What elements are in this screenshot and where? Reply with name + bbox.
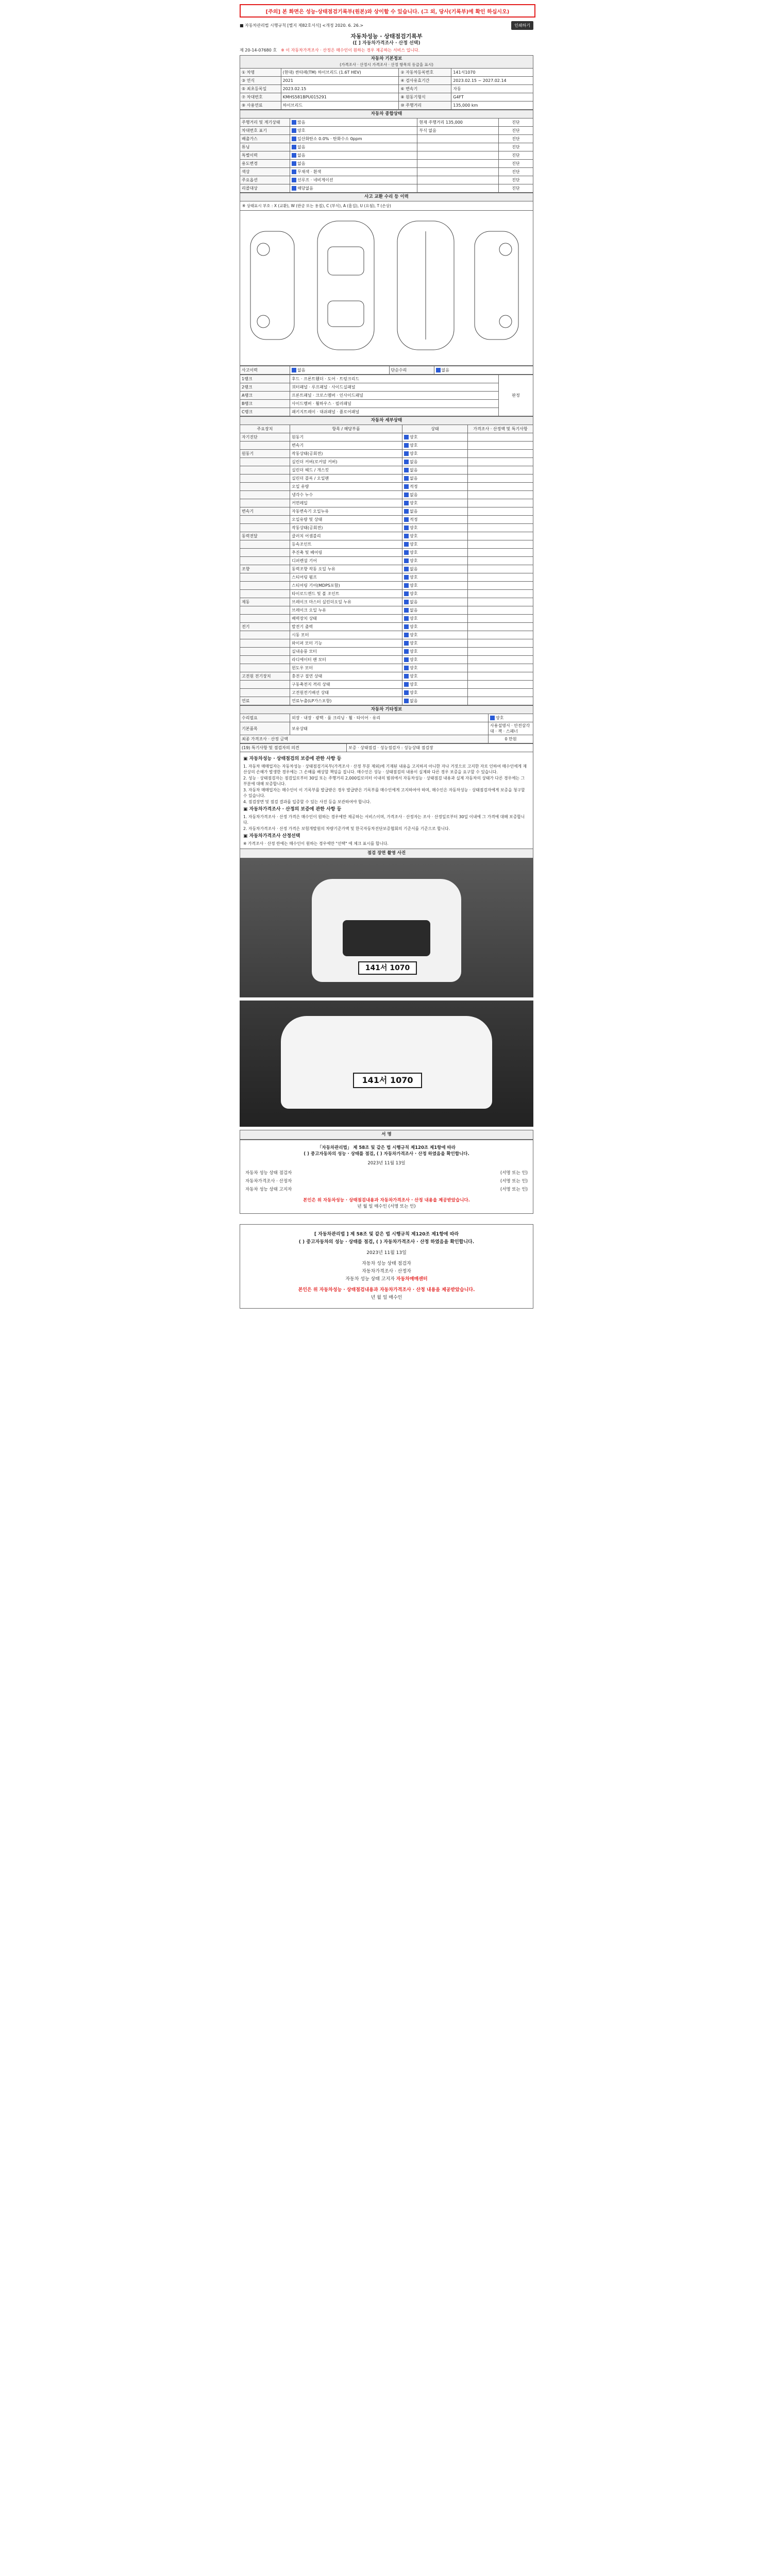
checkbox-icon[interactable] (436, 368, 441, 372)
legal-heading: ▣ 자동차가격조사 산정선택 (243, 834, 300, 839)
table-row: 디퍼렌셜 기어 양호 (240, 557, 533, 565)
checkbox-icon[interactable] (404, 583, 409, 588)
table-row: 브레이크 오일 누유 없음 (240, 606, 533, 615)
legal-heading: ▣ 자동차가격조사 · 산정의 보증에 관한 사항 등 (243, 807, 342, 812)
table-row: 튜닝 없음 진단 (240, 143, 533, 151)
checkbox-icon[interactable] (404, 591, 409, 596)
license-plate: 141서 1070 (353, 1073, 422, 1088)
overall-state-table (240, 110, 533, 193)
table-row: 특별이력 없음 진단 (240, 151, 533, 160)
table-row: 추진축 및 베어링 양호 (240, 549, 533, 557)
checkbox-icon[interactable] (404, 575, 409, 580)
table-row: B랭크 사이드멤버 · 휠하우스 · 필러패널 (240, 400, 533, 408)
detail-head: 자동차 세부상태 (240, 417, 533, 425)
sign-row: 자동차 성능 상태 고지자 (서명 또는 인) (245, 1187, 528, 1192)
checkbox-icon[interactable] (404, 451, 409, 456)
accident-table (240, 193, 533, 211)
overall-state-head: 자동차 종합상태 (240, 110, 533, 118)
document-title: 자동차성능 · 상태점검기록부 (350, 33, 423, 40)
car-photo-rear (240, 1001, 533, 1127)
table-row: 차대번호 표기 양호 부식 없음 진단 (240, 127, 533, 135)
table-row: ⑨ 사용연료 하이브리드 ⑩ 주행거리 135,000 km (240, 101, 533, 110)
table-row: 배력장치 상태 양호 (240, 615, 533, 623)
sign-box: 「자동차관리법」 제 58조 및 같은 법 시행규칙 제120조 제1항에 따라 ( ) 중고자동차의 성능 · 상태를 점검, ( ) 자동차가격조사 · 산정 하였음을 확인합니다. 2023년 11월 13일 자동차 성능 상태 점검자 (서명 또는 인) 자동차가격조사 · 산정자 (서명 또는 인) 자동차 성능 상태 고지자 (서명 또는 인) 본인은 위 자동차성능 · 상태점검내용과 자동차가격조사 · 산정 내용을 제공받았습니다. 년 월 일 매수인 (서명 또는 인) (240, 1140, 533, 1214)
detail-table (240, 416, 533, 705)
table-row: 고전원전기배선 상태 양호 (240, 689, 533, 697)
table-row: ① 차명 (현대) 싼타페(TM) 하이브리드 (1.6T HEV) ② 자동차등록번호 141서1070 (240, 69, 533, 77)
checkbox-icon[interactable] (404, 567, 409, 571)
table-row: ③ 연식 2021 ④ 검사유효기간 2023.02.15 ~ 2027.02.14 (240, 77, 533, 85)
checkbox-icon[interactable] (404, 690, 409, 695)
checkbox-icon[interactable] (404, 558, 409, 563)
accident-legend: ※ 상태표시 부호 : X (교환), W (판금 또는 용접), C (부식), A (흠집), U (요철), T (손상) (240, 201, 533, 211)
checkbox-icon[interactable] (404, 460, 409, 464)
license-plate: 141서 1070 (358, 961, 417, 975)
table-row: 등속조인트 양호 (240, 540, 533, 549)
accident-status-table (240, 366, 533, 375)
inspection-sheet (240, 20, 533, 1309)
checkbox-icon[interactable] (404, 550, 409, 555)
checkbox-icon[interactable] (404, 633, 409, 637)
checkbox-icon[interactable] (404, 608, 409, 613)
table-row: 스티어링 펌프 양호 (240, 573, 533, 582)
table-row: 기본품목 보유상태 사용설명서 · 안전삼각대 · 잭 · 스패너 (240, 722, 533, 735)
table-row: 전기 발전기 출력 양호 (240, 623, 533, 631)
table-row: 원동기 작동상태(공회전) 양호 (240, 450, 533, 458)
table-row: 실내송풍 모터 양호 (240, 648, 533, 656)
car-photo-front (240, 858, 533, 997)
table-row: 조향 동력조향 작동 오일 누유 없음 (240, 565, 533, 573)
checkbox-icon[interactable] (292, 120, 296, 125)
table-row: 실린더 헤드 / 개스킷 없음 (240, 466, 533, 474)
checkbox-icon[interactable] (404, 435, 409, 439)
checkbox-icon[interactable] (404, 501, 409, 505)
table-row: ⑦ 차대번호 KMHS581BPU015291 ⑧ 원동기형식 G4FT (240, 93, 533, 101)
sign-head: 서 명 (240, 1130, 533, 1140)
table-row: 색상 무채색 · 흰색 진단 (240, 168, 533, 176)
checkbox-icon[interactable] (292, 153, 296, 158)
table-row: 타이로드엔드 및 볼 조인트 양호 (240, 590, 533, 598)
table-row: 제동 브레이크 마스터 실린더오일 누유 없음 (240, 598, 533, 606)
basic-info-head: 자동차 기본정보 (가격조사 · 산정시 가격조사 · 산정 항목의 등급을 표시) (240, 56, 533, 69)
checkbox-icon[interactable] (404, 674, 409, 679)
table-row: 변속기 자동변속기 오일누유 없음 (240, 507, 533, 516)
accident-head: 사고 교환 수리 등 이력 (240, 193, 533, 201)
checkbox-icon[interactable] (490, 716, 495, 720)
table-row: C랭크 패키지트레이 · 대쉬패널 · 플로어패널 (240, 408, 533, 416)
table-row: 실린더 커버(로커암 커버) 없음 (240, 458, 533, 466)
checkbox-icon[interactable] (404, 699, 409, 703)
checkbox-icon[interactable] (292, 128, 296, 133)
detail-col-head: 주요장치 항목 / 해당부품 상태 가격조사 · 산정액 및 특기사항 (240, 425, 533, 433)
legal-notes: ▣ 자동차성능 · 상태점검의 보증에 관한 사항 등 1. 자동차 매매업자는 자동차성능 · 상태점검기록부(가격조사 · 산정 부분 제외)에 기재된 내용을 고지하지 아니한 자나 거짓으로 고지한 자로 인하여 매수인에게 재산상의 손해가 발생한 경우에는 그 손해를 배상할 책임을 집니다. 매수인은 성능 · 상태점검의 내용이 실제와 다른 경우 보증을 요구할 수 있습니다. 2. 성능 · 상태점검자는 점검일로부터 30일 또는 주행거리 2,000킬로미터 이내의 범위에서 자동차성능 · 상태점검 내용과 실제 자동차의 상태가 다른 경우에는 그 부분에 대해 보증합니다. 3. 자동차 매매업자는 매수인이 이 기록부를 발급받은 경우 발급받은 기록부를 매수인에게 고지하여야 하며, 매수인은 자동차성능 · 상태점검자에게 보증을 청구할 수 있습니다. 4. 점검장면 및 점검 결과를 입증할 수 있는 사진 등을 보관하여야 합니다. ▣ 자동차가격조사 · 산정의 보증에 관한 사항 등 1. 자동차가격조사 · 산정 가격은 매수인이 원하는 경우에만 제공하는 서비스이며, 가격조사 · 산정자는 조사 · 산정일로부터 30일 이내에 그 가격에 대해 보증합니다. 2. 자동차가격조사 · 산정 가격은 보험개발원의 차량기준가액 및 한국자동차진단보증협회의 기준서를 기준으로 합니다. ▣ 자동차가격조사 산정선택 ※ 가격조사 · 산정 란에는 매수인이 원하는 경우에만 "선택" 에 체크 표시를 합니다. (240, 752, 533, 849)
car-left-side-icon (250, 231, 294, 340)
table-row: 실린더 블록 / 오일팬 없음 (240, 474, 533, 483)
legal-heading: ▣ 자동차성능 · 상태점검의 보증에 관한 사항 등 (243, 756, 342, 761)
checkbox-icon[interactable] (292, 161, 296, 166)
checkbox-icon[interactable] (292, 368, 296, 372)
checkbox-icon[interactable] (292, 145, 296, 149)
parts-rank-table (240, 375, 533, 416)
checkbox-icon[interactable] (404, 657, 409, 662)
checkbox-icon[interactable] (404, 641, 409, 646)
table-row: 스티어링 기어(MDPS포함) 양호 (240, 582, 533, 590)
table-row: 냉각수 누수 없음 (240, 491, 533, 499)
table-row: 1랭크 후드 · 프론트휀더 · 도어 · 트렁크리드 판정 (240, 375, 533, 383)
car-right-side-icon (475, 231, 518, 340)
checkbox-icon[interactable] (292, 170, 296, 174)
car-top-view-icon (317, 221, 374, 350)
photo-head: 점검 장면 촬영 사진 (240, 849, 533, 858)
table-row: 오일 유량 적정 (240, 483, 533, 491)
checkbox-icon[interactable] (292, 186, 296, 191)
table-row: 수리필요 외장 · 내장 · 광택 · 룸 크리닝 · 휠 · 타이어 · 유리 양호 (240, 714, 533, 722)
table-row: 변속기 양호 (240, 442, 533, 450)
checkbox-icon[interactable] (292, 137, 296, 141)
checkbox-icon[interactable] (404, 542, 409, 547)
table-row: 2랭크 쿼터패널 · 루프패널 · 사이드실패널 (240, 383, 533, 392)
checkbox-icon[interactable] (404, 468, 409, 472)
confirmation-box: [ 자동차관리법 ] 제 58조 및 같은 법 시행규칙 제120조 제1항에 따라 ( ) 중고자동차의 성능 · 상태를 점검, ( ) 자동차가격조사 · 산정 하였음을 확인합니다. 2023년 11월 13일 자동차 성능 상태 점검자 자동차가격조사 · 산정자 자동차 성능 상태 고지자 자동차매매센터 본인은 위 자동차성능 · 상태점검내용과 자동차가격조사 · 산정 내용을 제공받았습니다. 년 월 일 매수인 (240, 1224, 533, 1309)
checkbox-icon[interactable] (404, 600, 409, 604)
table-row: 주행거리 및 계기상태 많음 현재 주행거리 135,000 진단 (240, 118, 533, 127)
table-row: 동력전달 클러치 어셈블리 양호 (240, 532, 533, 540)
table-row: 용도변경 없음 진단 (240, 160, 533, 168)
etc-table (240, 705, 533, 743)
checkbox-icon[interactable] (404, 484, 409, 489)
basic-info-table (240, 55, 533, 110)
table-row: 연료 연료누출(LP가스포함) 없음 (240, 697, 533, 705)
checkbox-icon[interactable] (404, 509, 409, 514)
checkbox-icon[interactable] (404, 443, 409, 448)
table-row: 라디에이터 팬 모터 양호 (240, 656, 533, 664)
table-row: 윈도우 모터 양호 (240, 664, 533, 672)
table-row: 커먼레일 양호 (240, 499, 533, 507)
car-outline-svg (240, 211, 533, 365)
checkbox-icon[interactable] (404, 534, 409, 538)
table-row: (19) 특기사항 및 점검자의 의견 보증 · 상태점검 · 성능점검자 : 성능상태 점검장 (240, 744, 533, 752)
table-row: 작동상태(공회전) 양호 (240, 524, 533, 532)
checkbox-icon[interactable] (404, 624, 409, 629)
checkbox-icon[interactable] (404, 616, 409, 621)
table-row: 최종 가격조사 · 산정 금액 0 만원 (240, 735, 533, 743)
table-row: 리콜대상 해당없음 진단 (240, 184, 533, 193)
table-row: 사고이력 없음 단순수리 없음 (240, 366, 533, 375)
car-diagram (240, 211, 533, 366)
table-row: 자기진단 원동기 양호 (240, 433, 533, 442)
checkbox-icon[interactable] (404, 526, 409, 530)
table-row: ⑤ 최초등록일 2023.02.15 ⑥ 변속기 자동 (240, 85, 533, 93)
table-row: 주요옵션 선루프 · 네비게이션 진단 (240, 176, 533, 184)
checkbox-icon[interactable] (404, 476, 409, 481)
document-subtitle: ([ ] 자동차가격조사 · 산정 선택) (352, 41, 421, 46)
price-note: ※ 이 자동차가격조사 · 산정은 매수인이 원하는 경우 제공하는 서비스 입니다. (281, 48, 420, 53)
warning-banner: [주의] 본 화면은 성능·상태점검기록부(원본)와 상이할 수 있습니다. (그 외, 당사(기록부)에 확인 하십시오) (240, 4, 535, 18)
etc-head: 자동차 기타정보 (240, 706, 533, 714)
form-label: ■ 자동차관리법 시행규칙 [별지 제82호서식] <개정 2020. 6. 26.> (240, 23, 364, 28)
sign-row: 자동차가격조사 · 산정자 (서명 또는 인) (245, 1179, 528, 1184)
document-number: 제 20-14-07680 호 (240, 48, 277, 53)
table-row: 와이퍼 모터 기능 양호 (240, 639, 533, 648)
table-row: 시동 모터 양호 (240, 631, 533, 639)
table-row: 오일유량 및 상태 적정 (240, 516, 533, 524)
table-row: 고전원 전기장치 충전구 절연 상태 양호 (240, 672, 533, 681)
checkbox-icon[interactable] (404, 649, 409, 654)
checkbox-icon[interactable] (404, 682, 409, 687)
table-row: 구동축전지 격리 상태 양호 (240, 681, 533, 689)
checkbox-icon[interactable] (404, 517, 409, 522)
checkbox-icon[interactable] (404, 666, 409, 670)
table-row: 배출가스 일산화탄소 0.0% · 탄화수소 0ppm 진단 (240, 135, 533, 143)
print-button[interactable]: 인쇄하기 (511, 21, 533, 30)
checkbox-icon[interactable] (292, 178, 296, 182)
meta-table (240, 743, 533, 752)
sign-row: 자동차 성능 상태 점검자 (서명 또는 인) (245, 1171, 528, 1176)
checkbox-icon[interactable] (404, 493, 409, 497)
form-topline (240, 20, 533, 31)
table-row: A랭크 프론트패널 · 크로스멤버 · 인사이드패널 (240, 392, 533, 400)
